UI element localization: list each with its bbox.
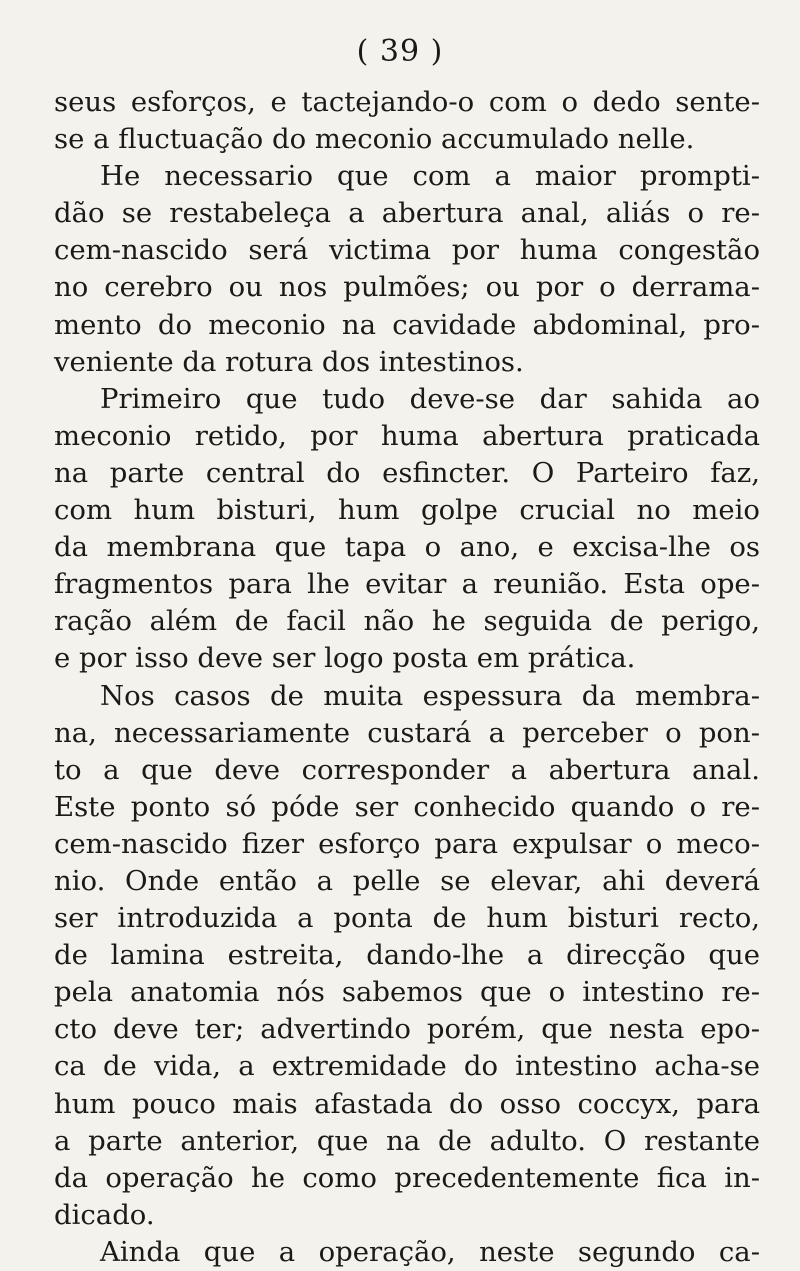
text-line: veniente da rotura dos intestinos. [54, 345, 524, 378]
text-line: ração além de facil não he seguida de perigo, [54, 605, 760, 638]
text-line: He necessario que com a maior prompti- [100, 160, 760, 193]
text-line: de lamina estreita, dando-lhe a direcção que [54, 939, 760, 972]
text-line: seus esforços, e tactejando-o com o dedo sente- [54, 86, 760, 118]
text-line: hum pouco mais afastada do osso coccyx, para [54, 1087, 760, 1120]
text-line: se a fluctuação do meconio accumulado nelle. [54, 123, 695, 156]
text-line: mento do meconio na cavidade abdominal, pro- [54, 308, 760, 341]
text-line: a parte anterior, que na de adulto. O restante [54, 1124, 760, 1157]
text-line: cem-nascido fizer esforço para expulsar o meco- [54, 827, 760, 860]
text-line: meconio retido, por huma abertura praticada [54, 419, 760, 452]
text-line: com hum bisturi, hum golpe crucial no meio [54, 494, 760, 527]
text-line: cto deve ter; advertindo porém, que nesta epo- [54, 1013, 760, 1046]
text-line: Nos casos de muita espessura da membra- [100, 679, 760, 712]
text-line: cem-nascido será victima por huma congestão [54, 234, 760, 267]
text-line: na parte central do esfincter. O Parteiro faz, [54, 456, 760, 489]
text-line: Ainda que a operação, neste segundo ca- [100, 1235, 760, 1268]
text-line: pela anatomia nós sabemos que o intestino re- [54, 976, 760, 1009]
text-line: na, necessariamente custará a perceber o pon- [54, 716, 760, 749]
text-line: e por isso deve ser logo posta em prática. [54, 642, 636, 675]
text-line: dão se restabeleça a abertura anal, aliás o re- [54, 197, 760, 230]
text-line: nio. Onde então a pelle se elevar, ahi deverá [54, 864, 760, 897]
text-line: no cerebro ou nos pulmões; ou por o derrama- [54, 271, 760, 304]
text-line: to a que deve corresponder a abertura anal. [54, 753, 760, 786]
text-line: Primeiro que tudo deve-se dar sahida ao [100, 382, 760, 415]
text-line: fragmentos para lhe evitar a reunião. Esta ope- [54, 568, 760, 601]
text-line: da operação he como precedentemente fica in- [54, 1161, 760, 1194]
text-line: ca de vida, a extremidade do intestino acha-se [54, 1050, 760, 1083]
text-line: ser introduzida a ponta de hum bisturi recto, [54, 902, 760, 935]
body-text [54, 84, 760, 1271]
text-line: Este ponto só póde ser conhecido quando o re- [54, 790, 760, 823]
text-line: dicado. [54, 1198, 155, 1231]
page-number: ( 39 ) [356, 34, 444, 69]
text-line: da membrana que tapa o ano, e excisa-lhe os [54, 531, 760, 564]
